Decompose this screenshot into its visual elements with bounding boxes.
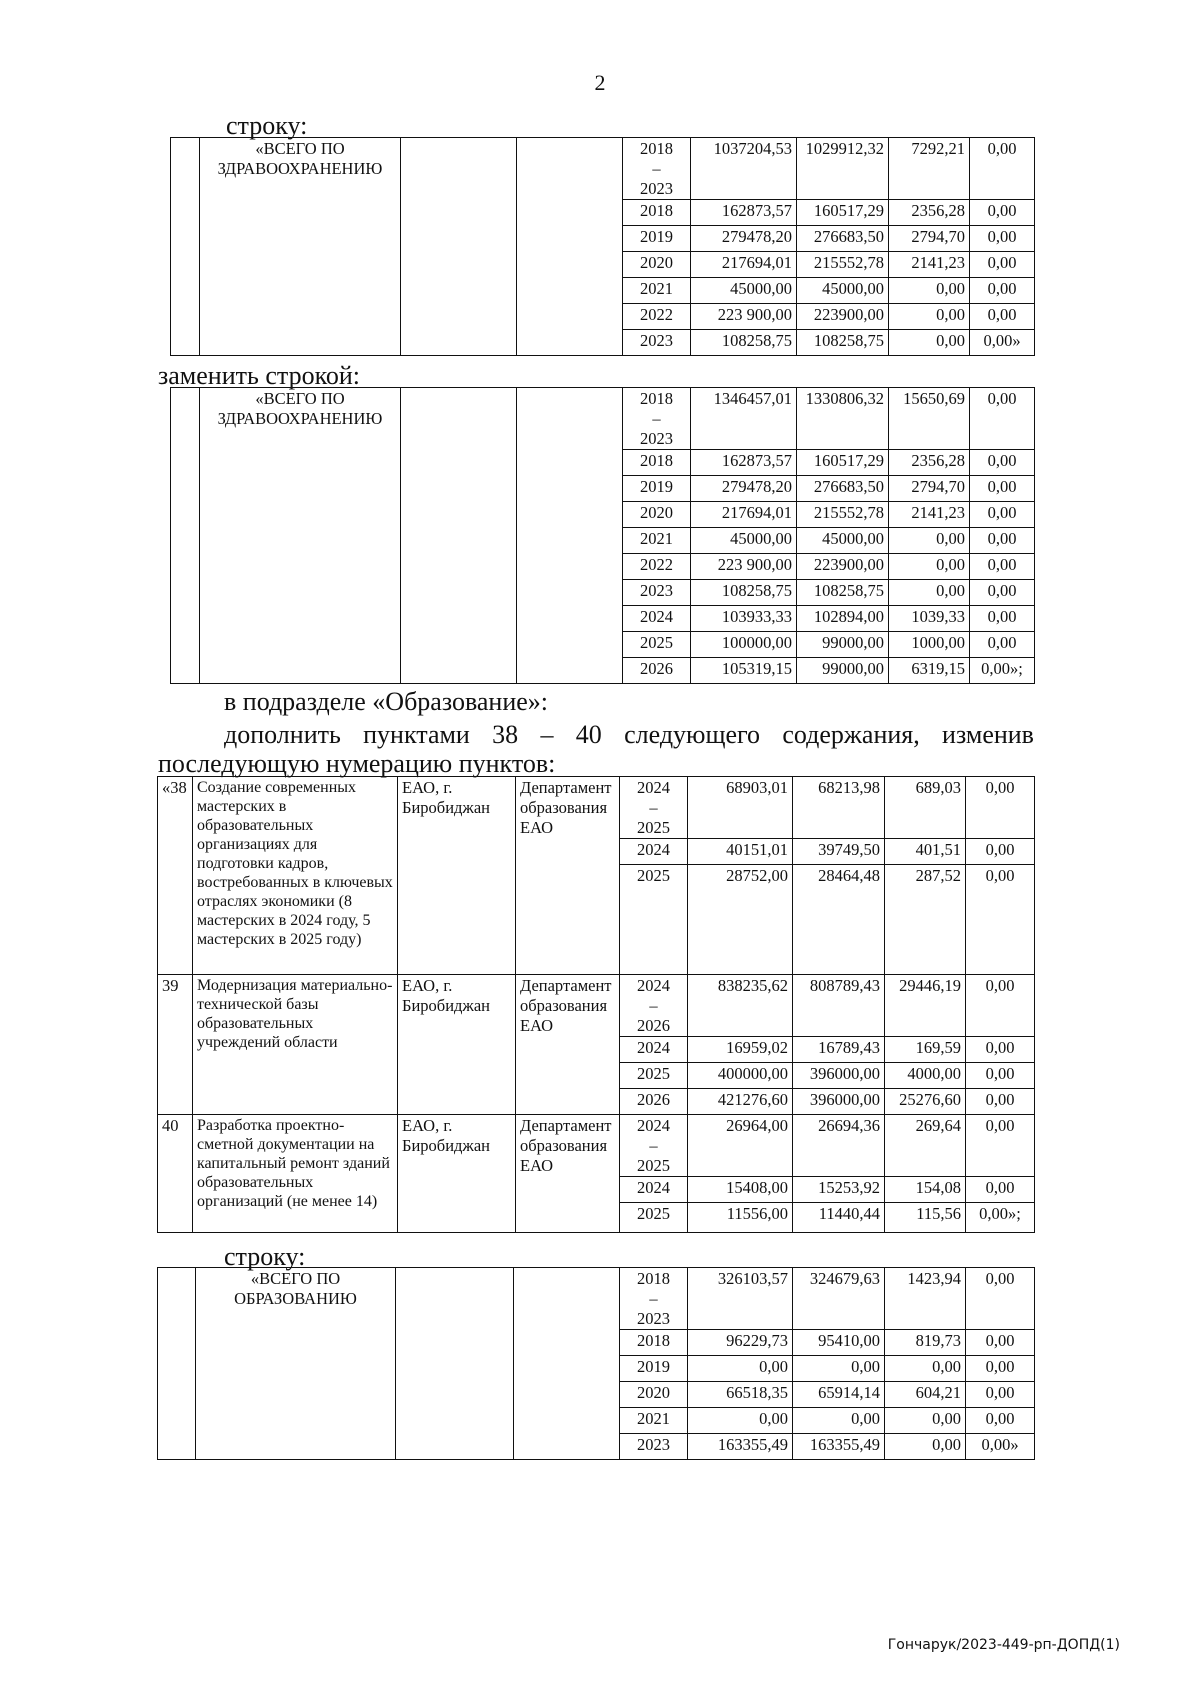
amount-cell-3: 604,21: [885, 1382, 966, 1408]
amount-cell-2: 396000,00: [793, 1089, 885, 1115]
item-org-cell: Департамент образования ЕАО: [516, 975, 620, 1115]
year-to: 2025: [637, 1156, 670, 1175]
year-cell: 2019: [623, 476, 691, 502]
amount-cell-2: 215552,78: [797, 252, 889, 278]
heading-stroku-2: строку:: [224, 1242, 306, 1271]
paragraph-word: содержания,: [782, 720, 920, 749]
amount-cell-4: 0,00: [966, 1177, 1035, 1203]
year-cell: 2024: [620, 1037, 688, 1063]
amount-cell-2: 16789,43: [793, 1037, 885, 1063]
year-cell: 2026: [620, 1089, 688, 1115]
item-name-cell: Модернизация материально-технической базы образовательных учреждений области: [193, 975, 398, 1115]
amount-cell-4: 0,00»;: [966, 1203, 1035, 1233]
page-number: 2: [594, 70, 606, 95]
heading-replace: заменить строкой:: [158, 361, 361, 390]
year-cell: 2023: [620, 1434, 688, 1460]
amount-cell-3: 2794,70: [889, 226, 970, 252]
amount-cell-3: 0,00: [889, 330, 970, 356]
item-number-cell: «38: [158, 777, 193, 975]
year-dash: –: [649, 798, 658, 817]
amount-cell-3: 7292,21: [889, 138, 970, 200]
year-cell: 2025: [620, 1063, 688, 1089]
amount-cell-1: 16959,02: [688, 1037, 793, 1063]
amount-cell-3: 2141,23: [889, 502, 970, 528]
amount-cell-3: 0,00: [889, 304, 970, 330]
paragraph-line-1: [224, 720, 1034, 750]
education-items-table: [157, 776, 1035, 1233]
amount-cell-2: 68213,98: [793, 777, 885, 839]
amount-cell-2: 108258,75: [797, 580, 889, 606]
item-place-cell: ЕАО, г. Биробиджан: [398, 975, 516, 1115]
amount-cell-4: 0,00: [966, 1382, 1035, 1408]
total-title-cell: «ВСЕГО ПО ОБРАЗОВАНИЮ: [196, 1268, 396, 1460]
year-cell: 2018: [623, 450, 691, 476]
amount-cell-4: 0,00: [970, 304, 1035, 330]
year-cell: 2019: [623, 226, 691, 252]
amount-cell-1: 400000,00: [688, 1063, 793, 1089]
paragraph-word: 38: [492, 720, 519, 749]
year-cell: 2021: [623, 528, 691, 554]
year-cell: 2022: [623, 554, 691, 580]
year-cell: 2025: [623, 632, 691, 658]
amount-cell-3: 819,73: [885, 1330, 966, 1356]
num-cell: [171, 388, 200, 684]
amount-cell-4: 0,00: [966, 975, 1035, 1037]
year-cell: 2024: [620, 1177, 688, 1203]
amount-cell-3: 115,56: [885, 1203, 966, 1233]
amount-cell-3: 269,64: [885, 1115, 966, 1177]
amount-cell-1: 162873,57: [691, 450, 797, 476]
amount-cell-3: 0,00: [885, 1356, 966, 1382]
amount-cell-2: 15253,92: [793, 1177, 885, 1203]
year-cell: 2026: [623, 658, 691, 684]
amount-cell-1: 28752,00: [688, 865, 793, 975]
amount-cell-3: 2141,23: [889, 252, 970, 278]
amount-cell-1: 217694,01: [691, 502, 797, 528]
year-cell: [620, 777, 688, 839]
year-from: 2024: [637, 976, 670, 995]
amount-cell-4: 0,00: [970, 580, 1035, 606]
year-dash: –: [652, 409, 661, 428]
amount-cell-2: 1029912,32: [797, 138, 889, 200]
amount-cell-4: 0,00: [966, 1330, 1035, 1356]
year-dash: –: [652, 159, 661, 178]
year-dash: –: [649, 1136, 658, 1155]
amount-cell-3: 0,00: [885, 1408, 966, 1434]
paragraph-word: дополнить: [224, 720, 341, 749]
amount-cell-4: 0,00: [970, 200, 1035, 226]
amount-cell-4: 0,00: [970, 632, 1035, 658]
item-name-cell: Создание современных мастерских в образовательных организациях для подготовки кадров, востребованных в ключевых отраслях экономики (8 мастерских в 2024 году, 5 мастерских в 2025 году): [193, 777, 398, 975]
amount-cell-3: 287,52: [885, 865, 966, 975]
education-total-table: [157, 1267, 1035, 1460]
amount-cell-3: 0,00: [889, 580, 970, 606]
amount-cell-4: 0,00: [966, 1356, 1035, 1382]
amount-cell-3: 0,00: [889, 278, 970, 304]
amount-cell-2: 28464,48: [793, 865, 885, 975]
amount-cell-4: 0,00: [966, 1037, 1035, 1063]
amount-cell-4: 0,00: [966, 1408, 1035, 1434]
amount-cell-1: 40151,01: [688, 839, 793, 865]
place-cell: [401, 138, 517, 356]
year-cell: 2020: [623, 502, 691, 528]
amount-cell-3: 2356,28: [889, 200, 970, 226]
amount-cell-4: 0,00: [970, 226, 1035, 252]
amount-cell-3: 4000,00: [885, 1063, 966, 1089]
amount-cell-2: 223900,00: [797, 304, 889, 330]
year-cell: 2020: [620, 1382, 688, 1408]
amount-cell-1: 66518,35: [688, 1382, 793, 1408]
amount-cell-4: 0,00: [966, 1268, 1035, 1330]
document-footer-code: Гончарук/2023-449-рп-ДОПД(1): [887, 1637, 1120, 1653]
amount-cell-1: 108258,75: [691, 580, 797, 606]
amount-cell-4: 0,00: [966, 865, 1035, 975]
place-cell: [401, 388, 517, 684]
year-cell: [620, 1115, 688, 1177]
amount-cell-2: 223900,00: [797, 554, 889, 580]
amount-cell-1: 163355,49: [688, 1434, 793, 1460]
heading-stroku: строку:: [226, 111, 308, 140]
amount-cell-1: 1346457,01: [691, 388, 797, 450]
year-from: 2018: [640, 389, 673, 408]
amount-cell-3: 401,51: [885, 839, 966, 865]
year-cell: 2024: [623, 606, 691, 632]
amount-cell-1: 223 900,00: [691, 304, 797, 330]
amount-cell-4: 0,00: [970, 252, 1035, 278]
table-row: [171, 388, 1035, 450]
amount-cell-4: 0,00: [966, 1063, 1035, 1089]
year-cell: [623, 138, 691, 200]
item-number-cell: 40: [158, 1115, 193, 1233]
amount-cell-2: 99000,00: [797, 658, 889, 684]
amount-cell-1: 105319,15: [691, 658, 797, 684]
amount-cell-1: 162873,57: [691, 200, 797, 226]
amount-cell-2: 160517,29: [797, 450, 889, 476]
amount-cell-4: 0,00»: [966, 1434, 1035, 1460]
amount-cell-1: 68903,01: [688, 777, 793, 839]
amount-cell-2: 276683,50: [797, 476, 889, 502]
item-place-cell: ЕАО, г. Биробиджан: [398, 1115, 516, 1233]
amount-cell-4: 0,00: [966, 777, 1035, 839]
heading-subsection: в подразделе «Образование»:: [224, 687, 549, 716]
year-dash: –: [649, 996, 658, 1015]
amount-cell-4: 0,00: [970, 606, 1035, 632]
amount-cell-3: 25276,60: [885, 1089, 966, 1115]
amount-cell-4: 0,00: [970, 278, 1035, 304]
amount-cell-1: 421276,60: [688, 1089, 793, 1115]
amount-cell-4: 0,00: [966, 1115, 1035, 1177]
amount-cell-1: 326103,57: [688, 1268, 793, 1330]
year-from: 2024: [637, 778, 670, 797]
org-cell: [514, 1268, 620, 1460]
paragraph-word: следующего: [624, 720, 761, 749]
amount-cell-1: 45000,00: [691, 278, 797, 304]
year-cell: [620, 975, 688, 1037]
item-place-cell: ЕАО, г. Биробиджан: [398, 777, 516, 975]
item-org-cell: Департамент образования ЕАО: [516, 777, 620, 975]
amount-cell-2: 11440,44: [793, 1203, 885, 1233]
num-cell: [171, 138, 200, 356]
amount-cell-2: 396000,00: [793, 1063, 885, 1089]
amount-cell-4: 0,00: [966, 1089, 1035, 1115]
amount-cell-4: 0,00: [970, 554, 1035, 580]
total-title-cell: «ВСЕГО ПО ЗДРАВООХРАНЕНИЮ: [200, 388, 401, 684]
year-from: 2018: [640, 139, 673, 158]
year-cell: 2023: [623, 330, 691, 356]
amount-cell-3: 1000,00: [889, 632, 970, 658]
amount-cell-3: 0,00: [889, 554, 970, 580]
year-to: 2023: [640, 179, 673, 198]
paragraph-word: изменив: [942, 720, 1034, 749]
amount-cell-4: 0,00: [970, 388, 1035, 450]
amount-cell-2: 26694,36: [793, 1115, 885, 1177]
year-cell: 2021: [620, 1408, 688, 1434]
year-dash: –: [649, 1289, 658, 1308]
year-to: 2023: [640, 429, 673, 448]
year-cell: 2025: [620, 1203, 688, 1233]
amount-cell-2: 45000,00: [797, 278, 889, 304]
amount-cell-4: 0,00: [970, 450, 1035, 476]
year-cell: [623, 388, 691, 450]
paragraph-word: –: [540, 720, 554, 749]
amount-cell-1: 96229,73: [688, 1330, 793, 1356]
amount-cell-1: 45000,00: [691, 528, 797, 554]
amount-cell-3: 169,59: [885, 1037, 966, 1063]
amount-cell-3: 154,08: [885, 1177, 966, 1203]
health-total-table-old: [170, 137, 1035, 356]
amount-cell-2: 324679,63: [793, 1268, 885, 1330]
year-cell: 2018: [623, 200, 691, 226]
amount-cell-1: 15408,00: [688, 1177, 793, 1203]
amount-cell-1: 279478,20: [691, 476, 797, 502]
amount-cell-4: 0,00: [970, 476, 1035, 502]
amount-cell-1: 26964,00: [688, 1115, 793, 1177]
year-to: 2023: [637, 1309, 670, 1328]
year-cell: 2020: [623, 252, 691, 278]
num-cell: [158, 1268, 196, 1460]
year-to: 2025: [637, 818, 670, 837]
year-cell: 2019: [620, 1356, 688, 1382]
amount-cell-4: 0,00: [970, 502, 1035, 528]
amount-cell-1: 279478,20: [691, 226, 797, 252]
table-row: [158, 1115, 1035, 1177]
amount-cell-1: 223 900,00: [691, 554, 797, 580]
amount-cell-2: 108258,75: [797, 330, 889, 356]
amount-cell-4: 0,00: [970, 138, 1035, 200]
paragraph-word: пунктами: [363, 720, 470, 749]
year-cell: 2025: [620, 865, 688, 975]
org-cell: [517, 138, 623, 356]
year-from: 2018: [637, 1269, 670, 1288]
year-to: 2026: [637, 1016, 670, 1035]
amount-cell-2: 808789,43: [793, 975, 885, 1037]
amount-cell-3: 1423,94: [885, 1268, 966, 1330]
amount-cell-1: 838235,62: [688, 975, 793, 1037]
amount-cell-1: 100000,00: [691, 632, 797, 658]
amount-cell-3: 2356,28: [889, 450, 970, 476]
paragraph-add-items: [224, 720, 1034, 750]
amount-cell-3: 689,03: [885, 777, 966, 839]
amount-cell-4: 0,00»;: [970, 658, 1035, 684]
amount-cell-1: 0,00: [688, 1356, 793, 1382]
year-cell: [620, 1268, 688, 1330]
year-cell: 2018: [620, 1330, 688, 1356]
amount-cell-2: 39749,50: [793, 839, 885, 865]
year-cell: 2021: [623, 278, 691, 304]
year-from: 2024: [637, 1116, 670, 1135]
org-cell: [517, 388, 623, 684]
item-name-cell: Разработка проектно-сметной документации на капитальный ремонт зданий образовательных организаций (не менее 14): [193, 1115, 398, 1233]
year-cell: 2022: [623, 304, 691, 330]
table-row: [158, 975, 1035, 1037]
amount-cell-3: 29446,19: [885, 975, 966, 1037]
amount-cell-2: 99000,00: [797, 632, 889, 658]
amount-cell-1: 0,00: [688, 1408, 793, 1434]
table-row: [158, 1268, 1035, 1330]
amount-cell-2: 0,00: [793, 1408, 885, 1434]
amount-cell-2: 1330806,32: [797, 388, 889, 450]
amount-cell-3: 2794,70: [889, 476, 970, 502]
amount-cell-2: 215552,78: [797, 502, 889, 528]
amount-cell-3: 15650,69: [889, 388, 970, 450]
total-title-cell: «ВСЕГО ПО ЗДРАВООХРАНЕНИЮ: [200, 138, 401, 356]
table-row: [171, 138, 1035, 200]
amount-cell-1: 11556,00: [688, 1203, 793, 1233]
table-row: [158, 777, 1035, 839]
amount-cell-1: 103933,33: [691, 606, 797, 632]
amount-cell-3: 6319,15: [889, 658, 970, 684]
amount-cell-2: 0,00: [793, 1356, 885, 1382]
amount-cell-3: 1039,33: [889, 606, 970, 632]
amount-cell-1: 217694,01: [691, 252, 797, 278]
amount-cell-1: 108258,75: [691, 330, 797, 356]
paragraph-line-2: последующую нумерацию пунктов:: [158, 749, 556, 778]
amount-cell-3: 0,00: [889, 528, 970, 554]
amount-cell-2: 45000,00: [797, 528, 889, 554]
paragraph-word: 40: [575, 720, 602, 749]
amount-cell-4: 0,00: [970, 528, 1035, 554]
amount-cell-4: 0,00: [966, 839, 1035, 865]
item-org-cell: Департамент образования ЕАО: [516, 1115, 620, 1233]
health-total-table-new: [170, 387, 1035, 684]
amount-cell-2: 102894,00: [797, 606, 889, 632]
amount-cell-2: 276683,50: [797, 226, 889, 252]
amount-cell-2: 160517,29: [797, 200, 889, 226]
amount-cell-4: 0,00»: [970, 330, 1035, 356]
place-cell: [396, 1268, 514, 1460]
amount-cell-1: 1037204,53: [691, 138, 797, 200]
amount-cell-2: 65914,14: [793, 1382, 885, 1408]
amount-cell-3: 0,00: [885, 1434, 966, 1460]
year-cell: 2024: [620, 839, 688, 865]
item-number-cell: 39: [158, 975, 193, 1115]
amount-cell-2: 163355,49: [793, 1434, 885, 1460]
amount-cell-2: 95410,00: [793, 1330, 885, 1356]
year-cell: 2023: [623, 580, 691, 606]
